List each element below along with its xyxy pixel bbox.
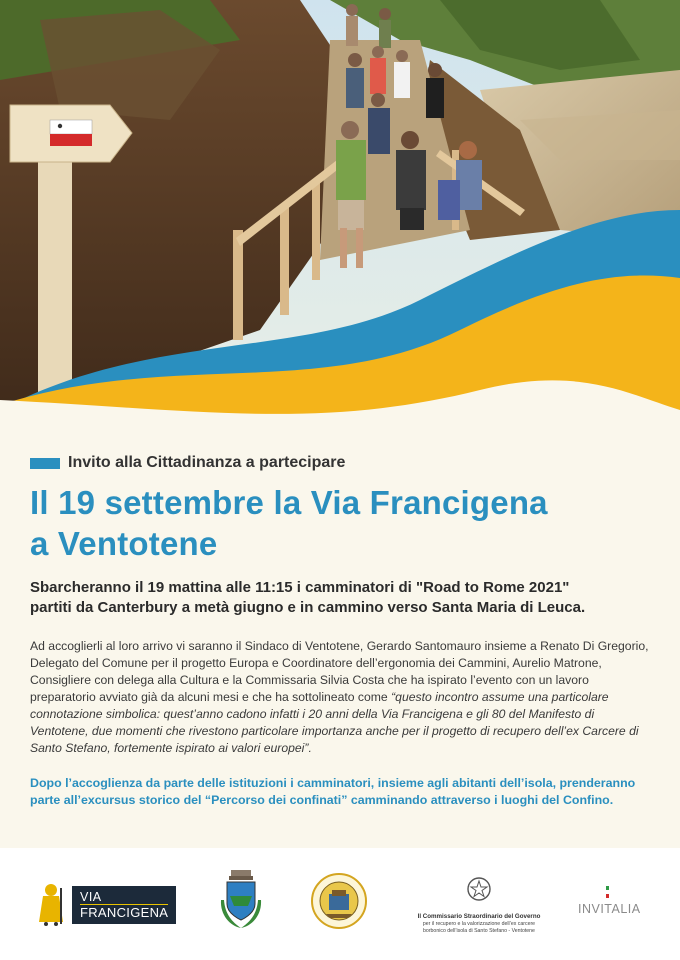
- association-seal-icon: [310, 872, 368, 930]
- commissario-sub-2: borbonico dell’isola di Santo Stefano - Ventotene: [423, 928, 535, 934]
- via-francigena-line2: FRANCIGENA: [80, 905, 169, 920]
- body-plain-text: Ad accoglierli al loro arrivo vi saranno il Sindaco di Ventotene, Gerardo Santomauro insieme a Renato Di Gregorio, Delegato del Comune per il progetto Europa e Coordinatore dell’ergonomia dei Cammini, Aurelio Matrone, Consigliere con delega alla Cultura e la Commissaria Silvia Costa che ha ispirato l’evento con un lavoro preparatorio avviato già da alcuni mesi e che ha sottolineato come: [30, 639, 649, 704]
- via-francigena-line1: VIA: [80, 890, 102, 904]
- kicker: [30, 452, 655, 474]
- title-line-1: Il 19 settembre la Via Francigena: [30, 484, 548, 521]
- body-paragraph: [30, 638, 655, 757]
- italian-republic-emblem-icon: [466, 876, 492, 902]
- commissario-sub-1: per il recupero e la valorizzazione dell’ex carcere: [422, 921, 536, 927]
- ventotene-crest-icon: [218, 870, 264, 932]
- invitalia-text: INVITALIA: [578, 902, 641, 916]
- pilgrim-icon: [34, 882, 68, 926]
- commissario-logo: [414, 876, 544, 936]
- via-francigena-wordmark: [72, 886, 176, 924]
- body-quote-text: “questo incontro assume una particolare connotazione simbolica: quest’anno cadono infatti i 20 anni della Via Francigena e gli 80 del Manifesto di Ventotene, due momenti che rivestono particolare importanza anche per il progetto di recupero dell’ex Carcere di Santo Stefano, fortemente ispirato ai valori europei”.: [30, 690, 639, 755]
- closing-paragraph: Dopo l’accoglienza da parte delle istituzioni i camminatori, insieme agli abitanti dell’isola, prenderanno parte all’excursus storico del “Percorso dei confinati” camminando attraverso i luoghi del Confino.: [30, 776, 636, 807]
- hiking-trail-illustration: [0, 0, 680, 430]
- invitation-content: [30, 452, 655, 809]
- lead-line-1: Sbarcheranno il 19 mattina alle 11:15 i camminatori di "Road to Rome 2021": [30, 579, 570, 596]
- footer-logos: [0, 848, 680, 960]
- lead-line-2: partiti da Canterbury a metà giugno e in cammino verso Santa Maria di Leuca.: [30, 599, 586, 616]
- italian-flag-icon: [606, 886, 609, 898]
- title-line-2: a Ventotene: [30, 525, 218, 562]
- invitalia-logo: [578, 900, 650, 940]
- via-francigena-logo: [34, 884, 176, 926]
- kicker-bar: [30, 458, 60, 469]
- lead-paragraph: [30, 578, 655, 618]
- page-title: [30, 482, 655, 564]
- kicker-text: Invito alla Cittadinanza a partecipare: [68, 454, 346, 471]
- hero-photo: [0, 0, 680, 430]
- commissario-title: Il Commissario Straordinario del Governo: [417, 913, 541, 920]
